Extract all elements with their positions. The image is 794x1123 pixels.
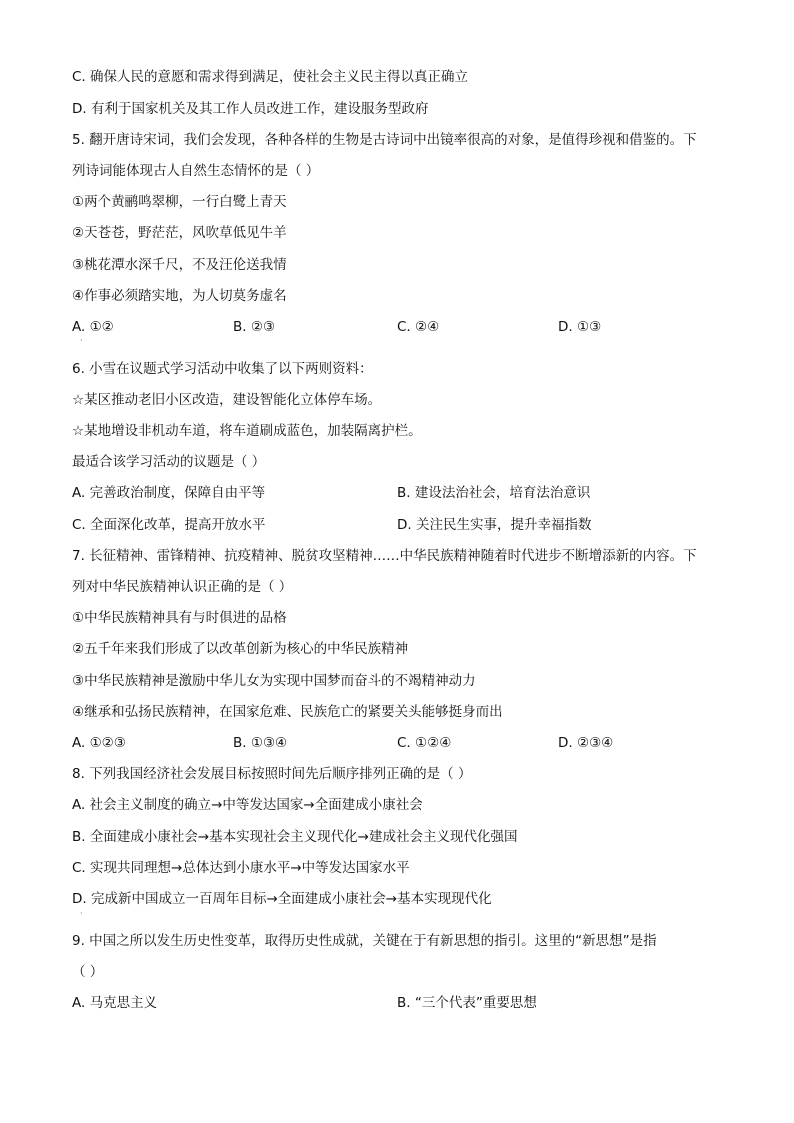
q7-item-1: ①中华民族精神具有与时俱进的品格 (72, 610, 287, 626)
q5-option-c: C. ②④ (397, 319, 440, 335)
q9-stem-line1: 9. 中国之所以发生历史性变革，取得历史性成就，关键在于有新思想的指引。这里的“新思想”是指 (72, 933, 657, 949)
q8-stem: 8. 下列我国经济社会发展目标按照时间先后顺序排列正确的是（ ） (72, 766, 472, 782)
q5-option-b: B. ②③ (233, 319, 276, 335)
q5-item-2: ②天苍苍，野茫茫，风吹草低见牛羊 (72, 225, 287, 241)
q9-stem-line2: （ ） (72, 964, 104, 980)
q7-option-b: B. ①③④ (233, 735, 288, 751)
q9-option-b: B. “三个代表”重要思想 (397, 995, 537, 1011)
q6-option-b: B. 建设法治社会，培育法治意识 (397, 485, 591, 501)
q7-item-3: ③中华民族精神是激励中华儿女为实现中国梦而奋斗的不竭精神动力 (72, 673, 476, 689)
q5-stem-line2: 列诗词能体现古人自然生态情怀的是（ ） (72, 163, 320, 179)
scan-dot: · (80, 336, 83, 345)
q8-option-c: C. 实现共同理想→总体达到小康水平→中等发达国家水平 (72, 860, 410, 876)
q7-option-a: A. ①②③ (72, 735, 126, 751)
q9-option-a: A. 马克思主义 (72, 995, 158, 1011)
q8-option-a: A. 社会主义制度的确立→中等发达国家→全面建成小康社会 (72, 797, 423, 813)
q6-option-d: D. 关注民生实事，提升幸福指数 (397, 517, 592, 533)
q5-item-3: ③桃花潭水深千尺，不及汪伦送我情 (72, 257, 287, 273)
q7-item-4: ④继承和弘扬民族精神，在国家危难、民族危亡的紧要关头能够挺身而出 (72, 704, 503, 720)
q6-question: 最适合该学习活动的议题是（ ） (72, 454, 266, 470)
q7-option-c: C. ①②④ (397, 735, 452, 751)
q6-option-c: C. 全面深化改革，提高开放水平 (72, 517, 266, 533)
q6-material-2: ☆某地增设非机动车道，将车道刷成蓝色，加装隔离护栏。 (72, 423, 422, 439)
q6-option-a: A. 完善政治制度，保障自由平等 (72, 485, 266, 501)
q4-option-c: C. 确保人民的意愿和需求得到满足，使社会主义民主得以真正确立 (72, 69, 469, 85)
q7-option-d: D. ②③④ (558, 735, 614, 751)
q7-item-2: ②五千年来我们形成了以改革创新为核心的中华民族精神 (72, 641, 409, 657)
q7-stem-line1: 7. 长征精神、雷锋精神、抗疫精神、脱贫攻坚精神……中华民族精神随着时代进步不断增添新的内容。下 (72, 548, 697, 564)
q5-item-1: ①两个黄鹂鸣翠柳，一行白鹭上青天 (72, 194, 287, 210)
q4-option-d: D. 有利于国家机关及其工作人员改进工作，建设服务型政府 (72, 101, 429, 117)
q5-item-4: ④作事必须踏实地，为人切莫务虚名 (72, 288, 287, 304)
q5-stem-line1: 5. 翻开唐诗宋词，我们会发现，各种各样的生物是古诗词中出镜率很高的对象，是值得珍视和借鉴的。下 (72, 132, 697, 148)
q7-stem-line2: 列对中华民族精神认识正确的是（ ） (72, 579, 293, 595)
q6-stem: 6. 小雪在议题式学习活动中收集了以下两则资料： (72, 361, 373, 377)
scan-dot: · (80, 909, 83, 918)
q6-material-1: ☆某区推动老旧小区改造，建设智能化立体停车场。 (72, 392, 382, 408)
q5-option-d: D. ①③ (558, 319, 602, 335)
q5-option-a: A. ①② (72, 319, 114, 335)
q8-option-d: D. 完成新中国成立一百周年目标→全面建成小康社会→基本实现现代化 (72, 891, 492, 907)
q8-option-b: B. 全面建成小康社会→基本实现社会主义现代化→建成社会主义现代化强国 (72, 829, 518, 845)
